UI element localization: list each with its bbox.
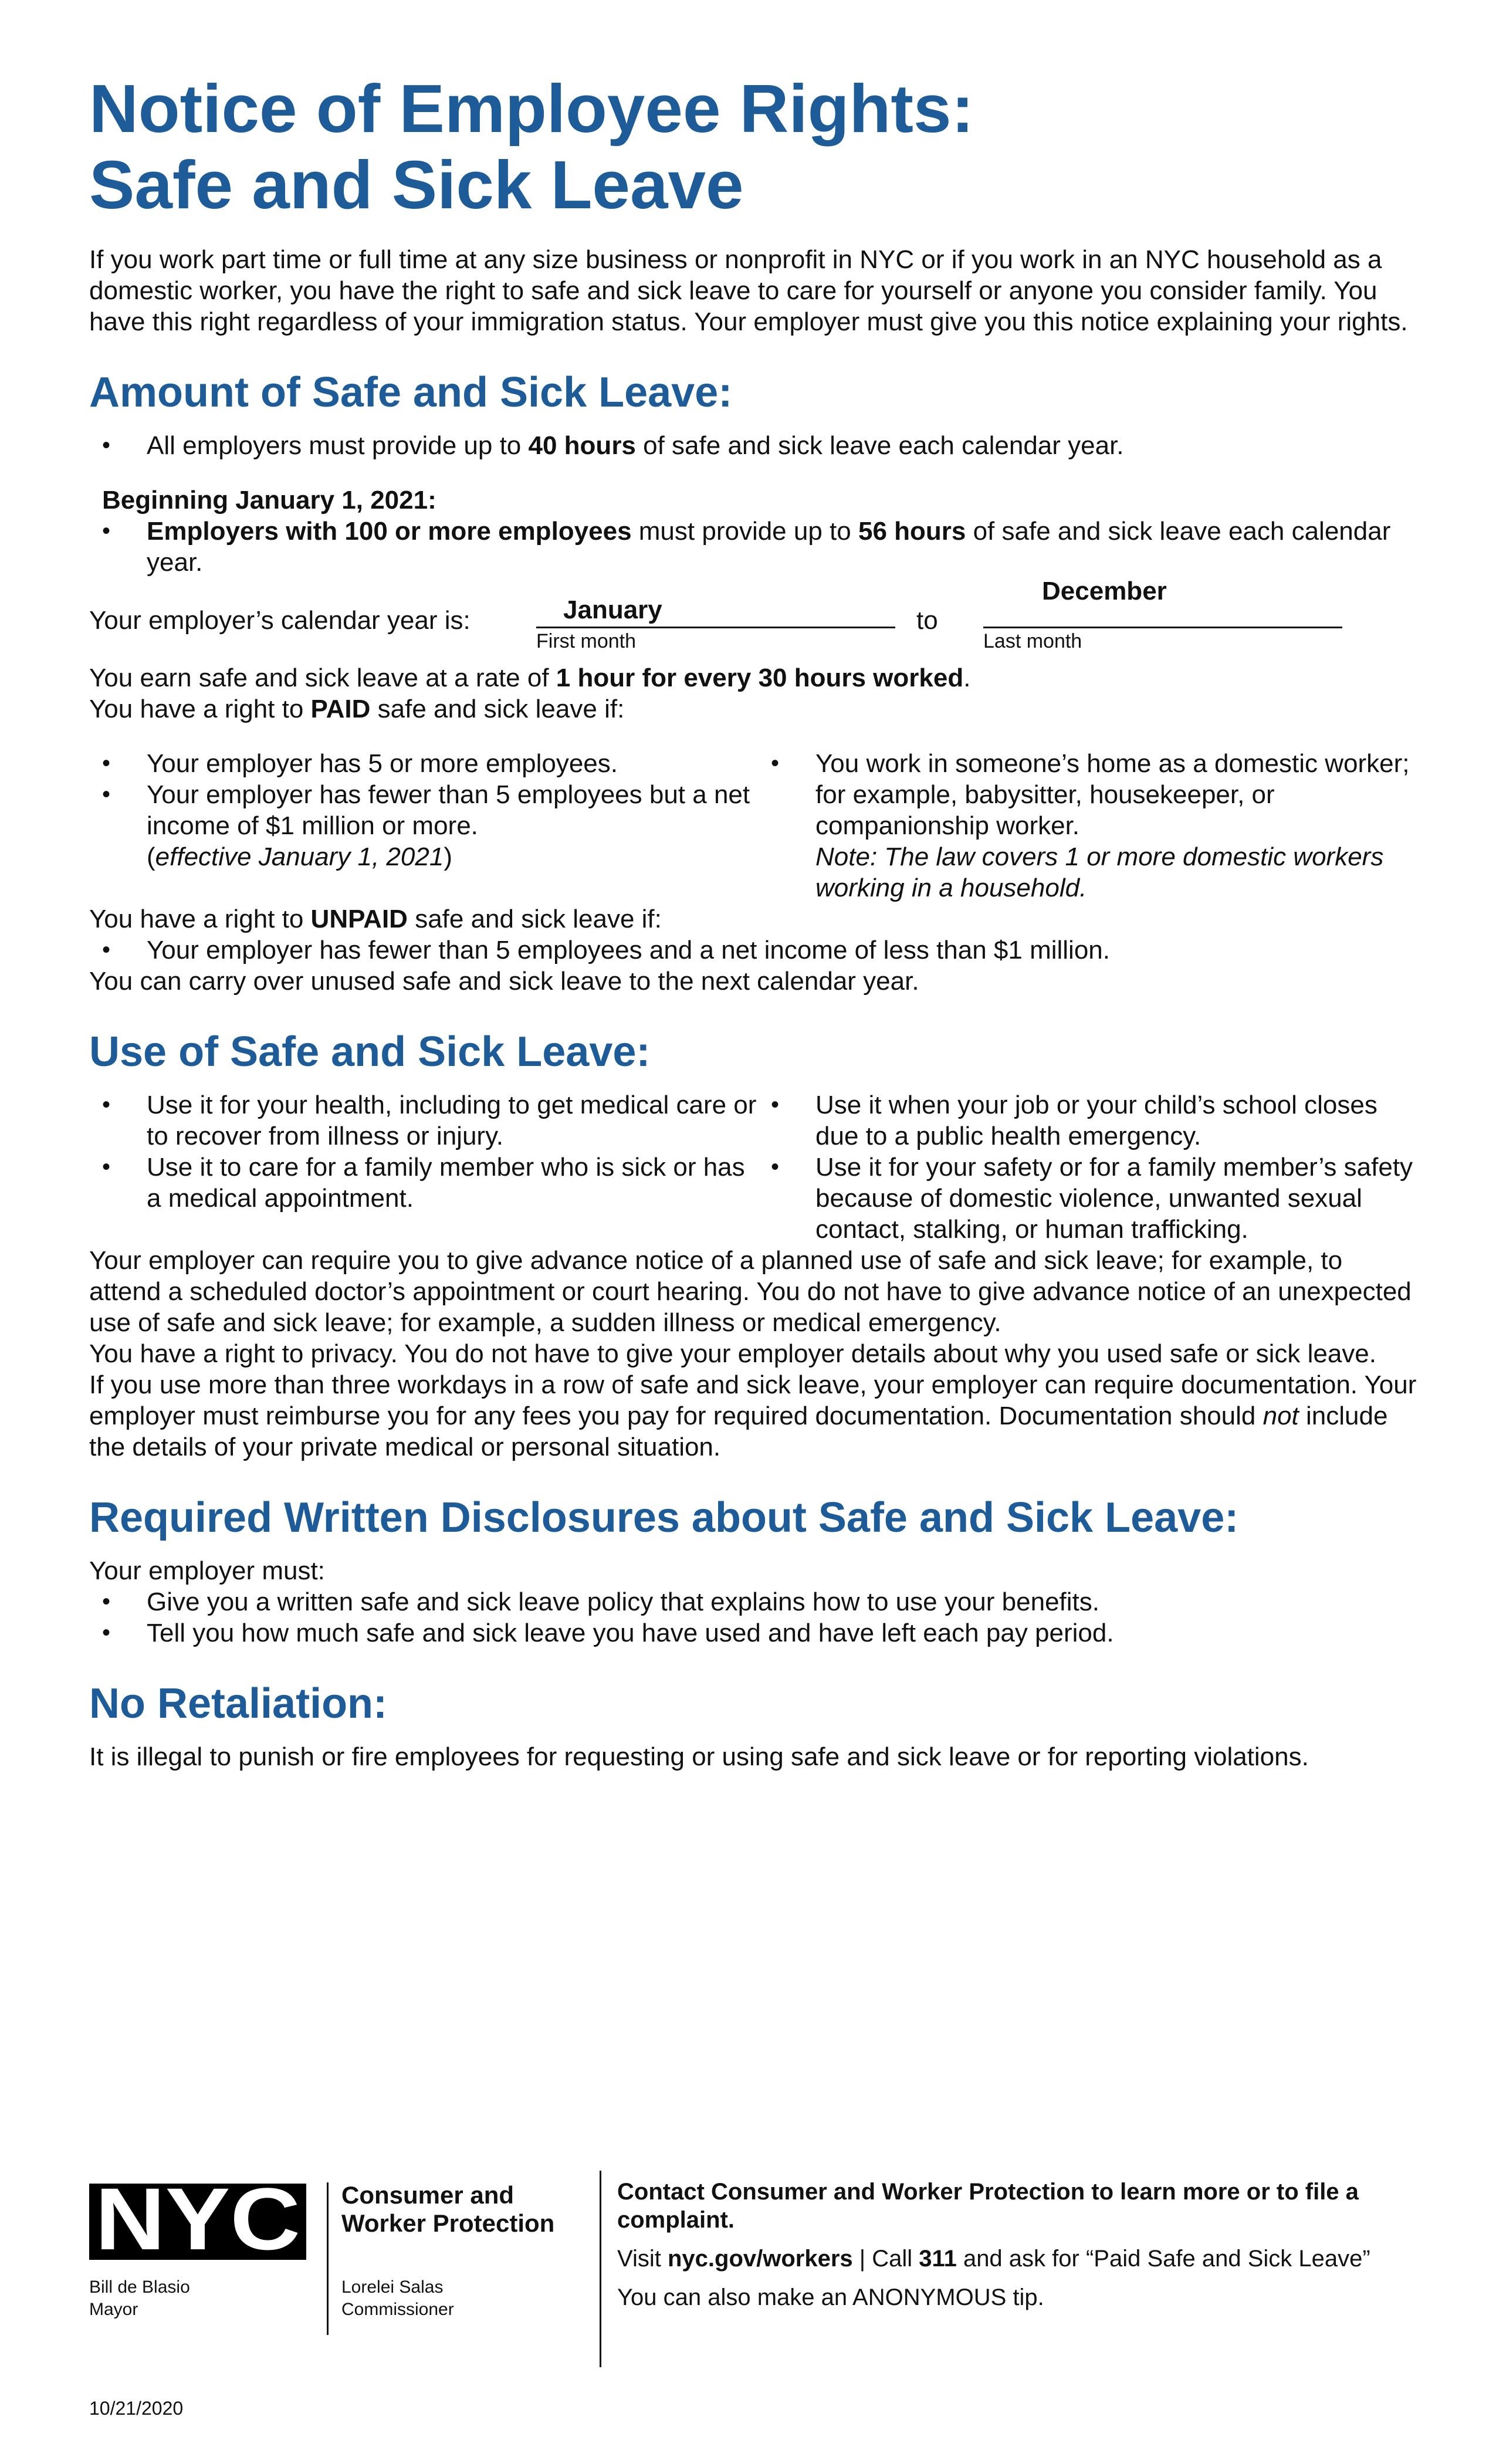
unpaid-conditions [89,935,1421,966]
nyc-logo-text: NYC [95,2184,300,2260]
mayor-credit [89,2276,190,2321]
paid-intro-text: You have a right to PAID safe and sick leave if: [89,695,625,723]
unpaid-intro-text: You have a right to UNPAID safe and sick leave if: [89,905,662,933]
calendar-year-row [89,577,1421,662]
unpaid-condition: • Your employer has fewer than 5 employees and a net income of less than $1 million. [89,935,1421,966]
amount-list-1 [89,430,1421,461]
documentation-text: If you use more than three workdays in a row of safe and sick leave, your employer can require documentation. Your employer must reimburse you for any fees you pay for required documentation. Documentation should not include the details of your private medical or personal situation. [89,1370,1417,1461]
commissioner-name: Lorelei Salas [341,2277,444,2297]
advance-notice-text: Your employer can require you to give advance notice of a planned use of safe and sick leave; for example, to attend a scheduled doctor’s appointment or court hearing. You do not have to give advance notice of an unexpected use of safe and sick leave; for example, a sudden illness or medical emergency. [89,1246,1412,1337]
domestic-worker-note: Note: The law covers 1 or more domestic workers working in a household. [815,842,1384,902]
use-own-health: • Use it for your health, including to get medical care or to recover from illness or injury. [89,1089,758,1152]
contact-heading: Contact Consumer and Worker Protection to learn more or to file a complaint. [617,2179,1359,2233]
first-month-caption: First month [536,630,637,652]
first-month-value[interactable]: January [536,590,895,628]
revision-date: 10/21/2020 [89,2398,184,2419]
amount-bullet-56-hours: • Employers with 100 or more employees must provide up to 56 hours of safe and sick leave each calendar year. [89,516,1421,578]
notice-page [89,70,1421,1772]
paid-condition-5-employees: • Your employer has 5 or more employees. [89,748,758,779]
commissioner-title: Commissioner [341,2300,454,2319]
retaliation-text: It is illegal to punish or fire employees for requesting or using safe and sick leave or for reporting violations. [89,1742,1309,1771]
beginning-2021-subheading: Beginning January 1, 2021: [102,486,436,515]
disclosure-written-policy: • Give you a written safe and sick leave policy that explains how to use your benefits. [89,1586,1421,1617]
paid-condition-net-income: • Your employer has fewer than 5 employees but a net income of $1 million or more. (effective January 1, 2021) [89,779,758,872]
agency-name-line-2: Worker Protection [341,2209,555,2237]
amount-heading: Amount of Safe and Sick Leave: [89,369,733,416]
commissioner-credit [341,2276,454,2321]
use-list-left [89,1089,758,1245]
use-list [89,1089,1421,1245]
disclosures-list [89,1586,1421,1649]
calendar-to-label: to [916,606,938,635]
footer [89,2171,1421,2370]
agency-name-line-1: Consumer and [341,2181,515,2209]
contact-divider [600,2171,601,2367]
mayor-name: Bill de Blasio [89,2277,190,2297]
use-heading: Use of Safe and Sick Leave: [89,1028,651,1075]
amount-list-2 [89,516,1421,578]
retaliation-heading: No Retaliation: [89,1680,388,1727]
agency-name [341,2181,554,2238]
use-family-care: • Use it to care for a family member who is sick or has a medical appointment. [89,1152,758,1214]
page-title [89,70,1421,223]
first-month-field[interactable] [536,590,895,654]
calendar-year-label: Your employer’s calendar year is: [89,606,471,635]
mayor-title: Mayor [89,2300,138,2319]
last-month-caption: Last month [983,630,1082,652]
anonymous-tip-text: You can also make an ANONYMOUS tip. [617,2284,1044,2310]
nyc-logo [89,2184,306,2260]
amount-bullet-40-hours: • All employers must provide up to 40 hours of safe and sick leave each calendar year. [89,430,1421,461]
paid-conditions-right [758,748,1421,903]
disclosures-heading: Required Written Disclosures about Safe and Sick Leave: [89,1494,1239,1541]
use-safety: • Use it for your safety or for a family member’s safety because of domestic violence, unwanted sexual contact, stalking, or human trafficking. [758,1152,1421,1245]
earn-rate-text: You earn safe and sick leave at a rate of 1 hour for every 30 hours worked. [89,664,971,692]
workers-link[interactable]: nyc.gov/workers [667,2246,853,2272]
use-public-health-closure: • Use it when your job or your child’s school closes due to a public health emergency. [758,1089,1421,1152]
carry-over-text: You can carry over unused safe and sick leave to the next calendar year. [89,967,919,996]
disclosures-intro: Your employer must: [89,1556,325,1585]
contact-visit-call: Visit nyc.gov/workers | Call 311 and ask for “Paid Safe and Sick Leave” [617,2246,1370,2272]
privacy-text: You have a right to privacy. You do not have to give your employer details about why you used safe or sick leave. [89,1339,1377,1368]
title-line-1: Notice of Employee Rights: [89,70,974,147]
paid-conditions-left [89,748,758,903]
call-311: 311 [919,2246,957,2272]
logo-divider [327,2182,329,2335]
last-month-field[interactable] [983,572,1342,654]
intro-paragraph: If you work part time or full time at any size business or nonprofit in NYC or if you work in an NYC household as a domestic worker, you have the right to safe and sick leave to care for yourself or anyone you consider family. You have this right regardless of your immigration status. Your employer must give you this notice explaining your rights. [89,245,1408,336]
last-month-value[interactable]: December [983,572,1342,628]
paid-conditions [89,748,1421,903]
paid-condition-domestic-worker: • You work in someone’s home as a domestic worker; for example, babysitter, housekeeper, or companionship worker. Note: The law covers 1 or more domestic workers working in a household. [758,748,1421,903]
title-line-2: Safe and Sick Leave [89,147,744,223]
use-list-right [758,1089,1421,1245]
contact-block [617,2178,1427,2311]
disclosure-balance: • Tell you how much safe and sick leave you have used and have left each pay period. [89,1617,1421,1649]
